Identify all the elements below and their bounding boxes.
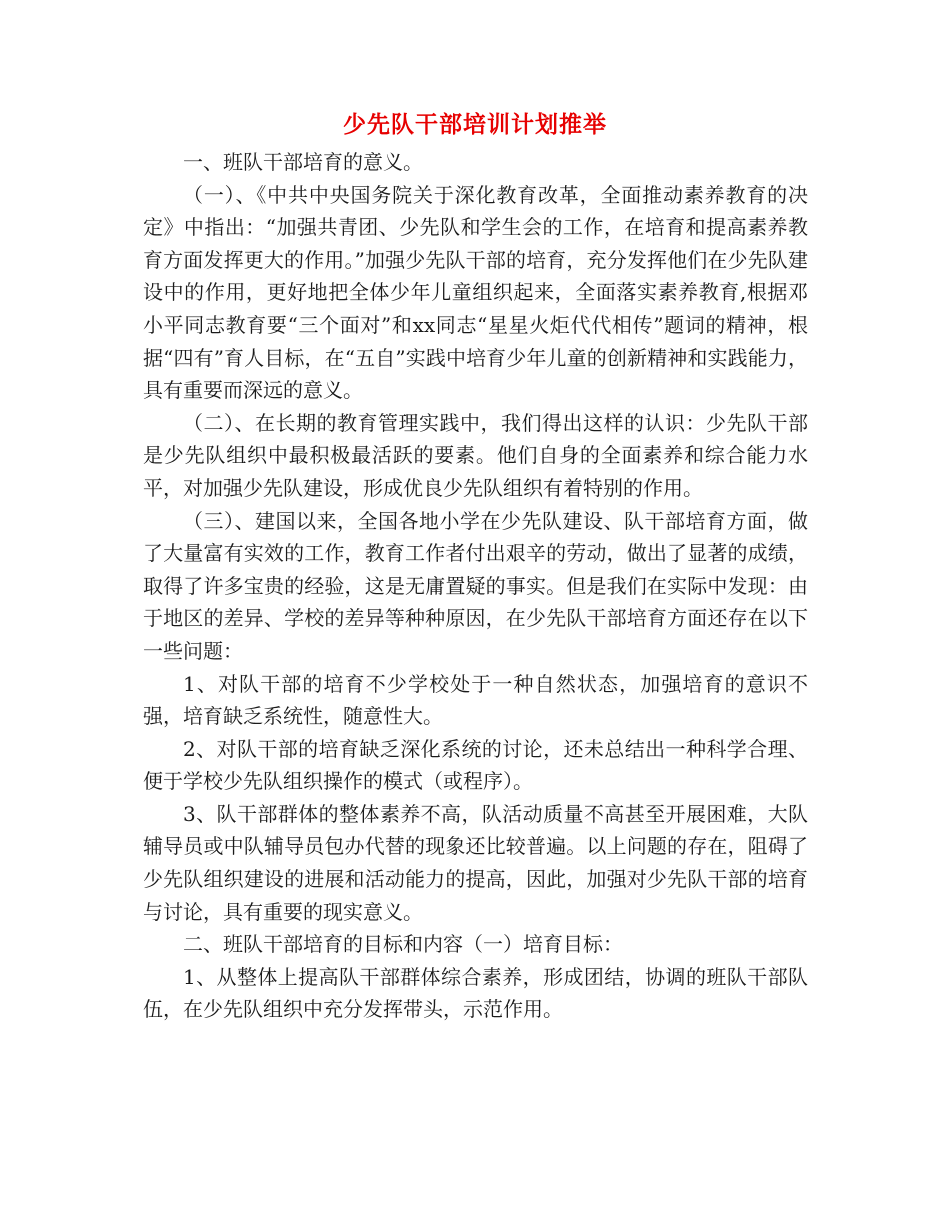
paragraph-goal-1: 1、从整体上提高队干部群体综合素养，形成团结，协调的班队干部队伍，在少先队组织中充分发挥带头，示范作用。 [143,964,808,1022]
paragraph-problem-3: 3、队干部群体的整体素养不高，队活动质量不高甚至开展困难，大队辅导员或中队辅导员包办代替的现象还比较普遍。以上问题的存在，阻碍了少先队组织建设的进展和活动能力的提高，因此，加强对少先队干部的培育与讨论，具有重要的现实意义。 [143,801,808,924]
paragraph-problem-2: 2、对队干部的培育缺乏深化系统的讨论，还未总结出一种科学合理、便于学校少先队组织操作的模式（或程序）。 [143,736,808,794]
document-title: 少先队干部培训计划推举 [343,111,607,138]
document-body [143,146,808,1026]
paragraph-1-2: （二）、在长期的教育管理实践中，我们得出这样的认识：少先队干部是少先队组织中最积极最活跃的要素。他们自身的全面素养和综合能力水平，对加强少先队建设，形成优良少先队组织有着特别的作用。 [143,410,808,500]
paragraph-1-1: （一）、《中共中央国务院关于深化教育改革，全面推动素养教育的决定》中指出：“加强共青团、少先队和学生会的工作，在培育和提高素养教育方面发挥更大的作用。”加强少先队干部的培育，充分发挥他们在少先队建设中的作用，更好地把全体少年儿童组织起来，全面落实素养教育,根据邓小平同志教育要“三个面对”和xx同志“星星火炬代代相传”题词的精神，根据“四有”育人目标，在“五自”实践中培育少年儿童的创新精神和实践能力，具有重要而深远的意义。 [143,182,808,403]
paragraph-problem-1: 1、对队干部的培育不少学校处于一种自然状态，加强培育的意识不强，培育缺乏系统性，随意性大。 [143,671,808,729]
paragraph-section-1-heading: 一、班队干部培育的意义。 [183,150,423,174]
paragraph-1-3: （三）、建国以来，全国各地小学在少先队建设、队干部培育方面，做了大量富有实效的工作，教育工作者付出艰辛的劳动，做出了显著的成绩，取得了许多宝贵的经验，这是无庸置疑的事实。但是我们在实际中发现：由于地区的差异、学校的差异等种种原因，在少先队干部培育方面还存在以下一些问题： [143,508,808,663]
paragraph-section-2-heading: 二、班队干部培育的目标和内容（一）培育目标： [183,932,623,957]
